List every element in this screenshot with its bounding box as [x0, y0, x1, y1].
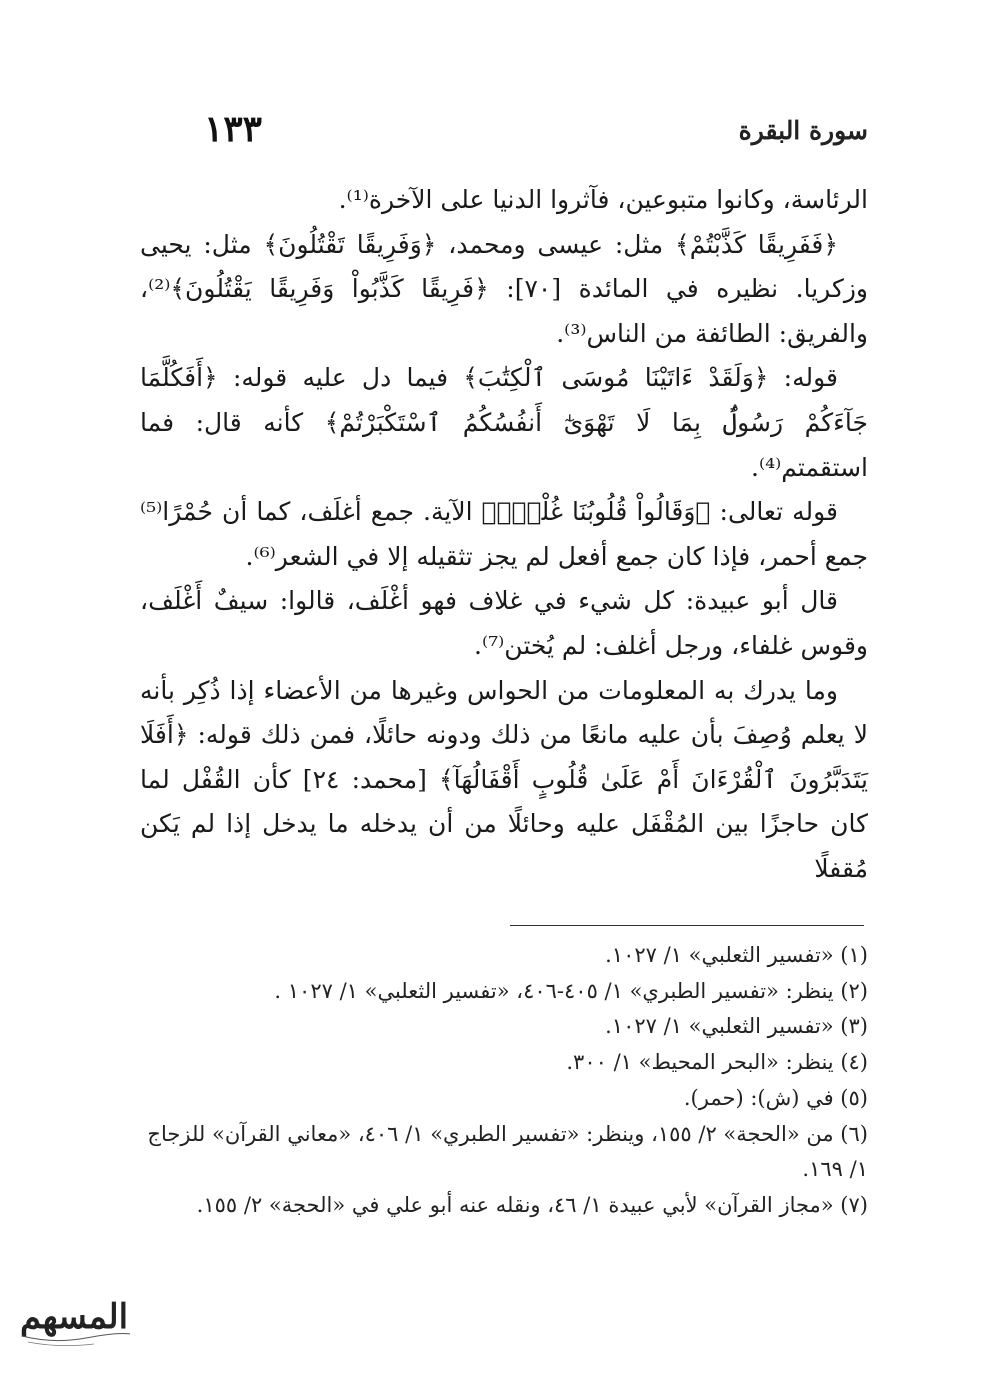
footnote: (٣) «تفسير الثعلبي» ١/ ١٠٢٧.: [605, 1014, 868, 1039]
paragraph: وما يدرك به المعلومات من الحواس وغيرها من الأعضاء إذا ذُكِر بأنه لا يعلم وُصِفَ بأن عليه مانعًا من ذلك ودونه حائلًا، فمن ذلك قوله: ﴿أَفَلَا يَتَدَبَّرُونَ ٱلْقُرْءَانَ أَمْ عَلَىٰ قُلُوبٍ أَقْفَالُهَآ﴾ [محمد: ٢٤] كأن القُفْل لما كان حاجزًا بين المُقْفَل عليه وحائلًا من أن يدخله ما يدخل إذا لم يَكن مُقفلًا: [140, 675, 869, 883]
paragraph: ﴿فَفَرِيقًا كَذَّبْتُمْ﴾ مثل: عيسى ومحمد، ﴿وَفَرِيقًا تَقْتُلُونَ﴾ مثل: يحيى وزكريا. نظيره في المائدة [٧٠]: ﴿فَرِيقًا كَذَّبُواْ وَفَرِيقًا يَقْتُلُونَ﴾⁽²⁾، والفريق: الطائفة من الناس⁽³⁾.: [140, 229, 868, 348]
paragraph: الرئاسة، وكانوا متبوعين، فآثروا الدنيا على الآخرة⁽¹⁾.: [338, 185, 868, 214]
footnote: (٥) في (ش): (حمر).: [683, 1085, 868, 1110]
surah-title: سورة البقرة: [738, 116, 868, 145]
page-header: [140, 108, 868, 152]
logo-text: المسهم: [19, 1297, 129, 1337]
footnotes: [140, 938, 868, 1224]
paragraph: قوله تعالى: ﴿وَقَالُواْ قُلُوبُنَا غُلْفٌۢ﴾ الآية. جمع أغلَف، كما أن حُمْرًا⁽⁵⁾ جمع أحمر، فإذا كان جمع أفعل لم يجز تثقيله إلا في الشعر⁽⁶⁾.: [140, 497, 868, 571]
main-text: [140, 178, 868, 892]
footnote-separator: [510, 925, 864, 926]
publisher-logo-icon: [14, 1284, 134, 1356]
footnote: (٢) ينظر: «تفسير الطبري» ١/ ٤٠٥-٤٠٦، «تفسير الثعلبي» ١/ ١٠٢٧ .: [274, 978, 868, 1003]
page-number: ١٣٣: [204, 108, 263, 150]
footnote: (٧) «مجاز القرآن» لأبي عبيدة ١/ ٤٦، ونقله عنه أبو علي في «الحجة» ٢/ ١٥٥.: [196, 1192, 868, 1217]
paragraph: قال أبو عبيدة: كل شيء في غلاف فهو أغْلَف، قالوا: سيفٌ أَغْلَف، وقوس غلفاء، ورجل أغلف: لم يُختن⁽⁷⁾.: [140, 586, 868, 660]
footnote: (١) «تفسير الثعلبي» ١/ ١٠٢٧.: [605, 943, 868, 967]
footnote: (٦) من «الحجة» ٢/ ١٥٥، وينظر: «تفسير الطبري» ١/ ٤٠٦، «معاني القرآن» للزجاج ١/ ١٦٩.: [147, 1121, 868, 1182]
footnote: (٤) ينظر: «البحر المحيط» ١/ ٣٠٠.: [566, 1050, 868, 1075]
paragraph: قوله: ﴿وَلَقَدْ ءَاتَيْنَا مُوسَى ٱلْكِتَٰبَ﴾ فيما دل عليه قوله: ﴿أَفَكُلَّمَا جَآءَكُمْ رَسُولٌۢ بِمَا لَا تَهْوَىٰٓ أَنفُسُكُمُ ٱسْتَكْبَرْتُمْ﴾ كأنه قال: فما استقمتم⁽⁴⁾.: [140, 363, 868, 482]
